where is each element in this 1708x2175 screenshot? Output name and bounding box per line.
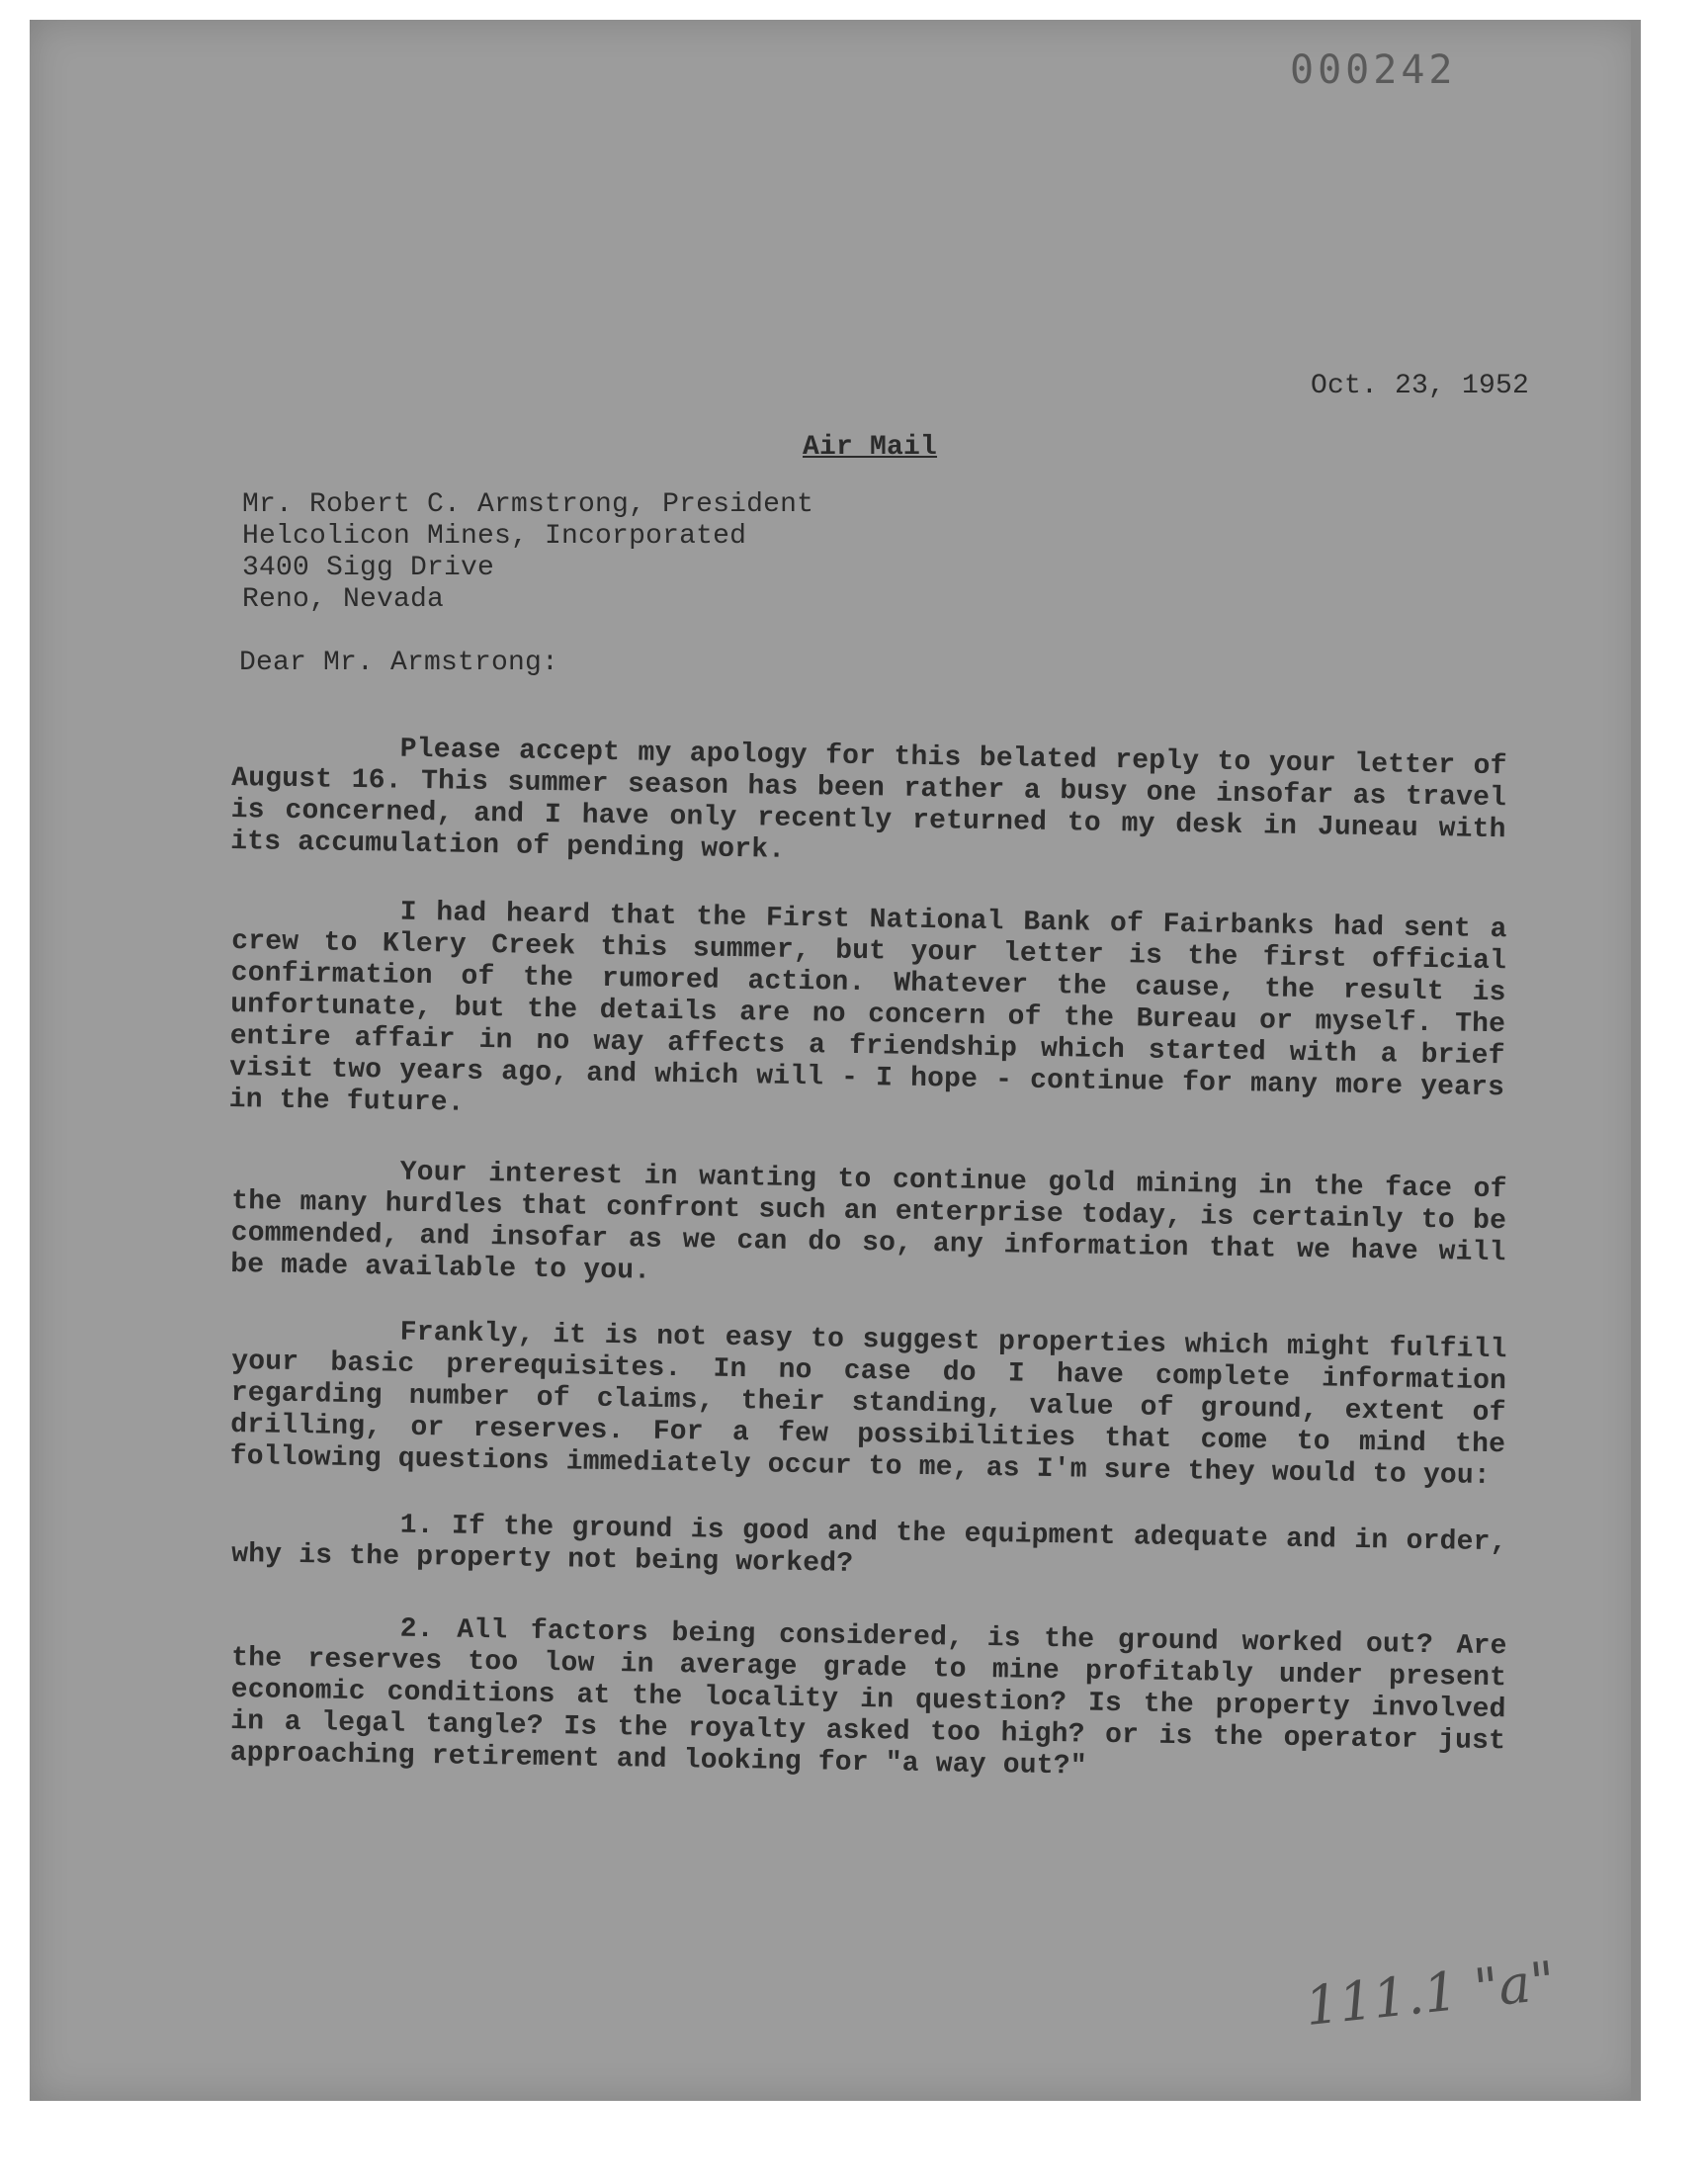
recipient-address [242,489,813,616]
address-line: Mr. Robert C. Armstrong, President [242,489,814,520]
paragraph-2: I had heard that the First National Bank of Fairbanks had sent a crew to Klery Creek this summer, but your letter is the first official confirmation of the rumored action. Whatever the cause, the result is unfortunate, but the details are no concern of the Bureau or myself. The entire affair in no way affects a friendship which started with a brief visit two years ago, and which will - I hope - continue for many more years in the future. [228,897,1507,1119]
salutation: Dear Mr. Armstrong: [239,648,559,678]
paragraph-4: Frankly, it is not easy to suggest properties which might fulfill your basic prerequisites. In no case do I have complete information regarding number of claims, their standing, value of ground, extent of drilling, or reserves. For a few possibilities that come to mind the following questions immediately occur to me, as I'm sure they would to you: [229,1317,1507,1493]
address-line: 3400 Sigg Drive [242,553,495,583]
handwritten-file-number: 111.1 "a" [1302,1949,1559,2039]
address-line: Helcolicon Mines, Incorporated [242,521,747,552]
delivery-method: Air Mail [803,432,938,463]
paragraph-1: Please accept my apology for this belated reply to your letter of August 16. This summer season has been rather a busy one insofar as travel is concerned, and I have only recently returned to my desk in Juneau with its accumulation of pending work. [230,734,1507,866]
address-line: Reno, Nevada [242,584,445,615]
letter-date: Oct. 23, 1952 [1311,371,1530,401]
letter-page [30,20,1641,2101]
question-2: 2. All factors being considered, is the ground worked out? Are the reserves too low in average grade to mine profitably under present economic conditions at the locality in question? Is the property involved in a legal tangle? Is the royalty asked too high? or is the operator just approaching retirement and looking for "a way out?" [229,1613,1507,1783]
paragraph-3: Your interest in wanting to continue gold mining in the face of the many hurdles that confront such an enterprise today, is certainly to be commended, and insofar as we can do so, any information that we have will be made available to you. [230,1157,1507,1287]
document-stamp-number: 000242 [1290,47,1457,93]
question-1: 1. If the ground is good and the equipment adequate and in order, why is the property not being worked? [231,1510,1507,1580]
page-edge-shadow [1631,20,1641,2101]
